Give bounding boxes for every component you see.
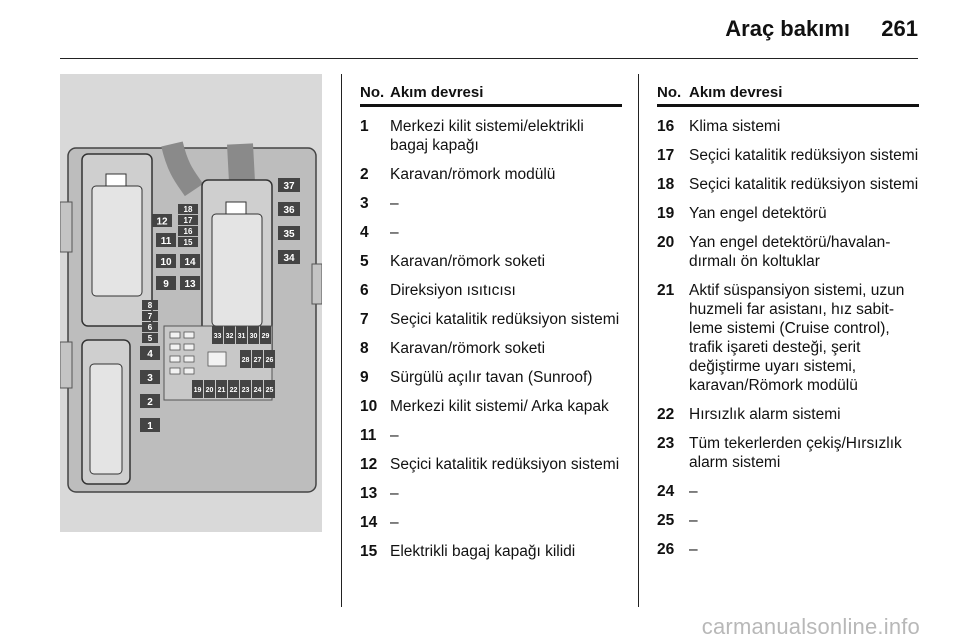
circuit-description: – xyxy=(390,514,399,531)
column-divider xyxy=(341,74,342,607)
table-body xyxy=(657,117,919,559)
table-row xyxy=(360,426,622,445)
fuse-label-30: 30 xyxy=(249,333,258,340)
section-title: Araç bakımı xyxy=(725,16,850,41)
fuse-number: 21 xyxy=(657,282,675,299)
table-row xyxy=(360,513,622,532)
fuse-label-1: 1 xyxy=(147,421,153,432)
fuse-label-25: 25 xyxy=(265,387,274,394)
circuit-description: – xyxy=(689,512,698,529)
fuse-label-24: 24 xyxy=(253,387,262,394)
table-row xyxy=(360,484,622,503)
relay-connector xyxy=(106,174,126,186)
fuse-number: 5 xyxy=(360,253,369,270)
table-row xyxy=(657,405,919,424)
relay-connector xyxy=(226,202,246,214)
fuse-label-7: 7 xyxy=(147,312,153,321)
circuit-description: Merkezi kilit sistemi/ Arka kapak xyxy=(390,398,609,415)
page-number: 261 xyxy=(881,16,918,41)
circuit-description: Direksiyon ısıtıcısı xyxy=(390,282,516,299)
circuit-description: Aktif süspansiyon sistemi, uzun huzmeli far asistanı, hız sabit-leme sistemi (Cruise control), trafik işareti desteği, şerit değiştirme uyarı sistemi, karavan/Römork modülü xyxy=(689,282,905,394)
fuse-label-23: 23 xyxy=(241,387,250,394)
table-row xyxy=(657,233,919,271)
fuse-number: 14 xyxy=(360,514,378,531)
fuse-label-35: 35 xyxy=(283,229,295,240)
fuse-number: 19 xyxy=(657,205,675,222)
fuse-number: 12 xyxy=(360,456,378,473)
fuse-label-5: 5 xyxy=(147,334,153,343)
fuse-number: 6 xyxy=(360,282,369,299)
table-row xyxy=(360,252,622,271)
page-header xyxy=(0,0,960,64)
side-mount xyxy=(60,202,72,252)
fuse-number: 3 xyxy=(360,195,369,212)
fuse-label-20: 20 xyxy=(205,387,214,394)
circuit-description: Seçici katalitik redüksiyon sistemi xyxy=(390,456,620,473)
table-header-rule xyxy=(360,104,622,107)
table-row xyxy=(360,368,622,387)
circuit-description: – xyxy=(689,483,698,500)
circuit-description: Karavan/römork modülü xyxy=(390,166,556,183)
circuit-description: Hırsızlık alarm sistemi xyxy=(689,406,841,423)
column-divider xyxy=(638,74,639,607)
table-row xyxy=(657,146,919,165)
table-row xyxy=(360,223,622,242)
fuse-box-diagram xyxy=(60,74,322,532)
table-header xyxy=(360,80,622,104)
fuse-number: 2 xyxy=(360,166,369,183)
table-row xyxy=(657,482,919,501)
fuse-table-1 xyxy=(360,80,622,571)
watermark: carmanualsonline.info xyxy=(701,614,920,639)
fuse-number: 15 xyxy=(360,543,378,560)
circuit-description: Karavan/römork soketi xyxy=(390,253,546,270)
circuit-description: Tüm tekerlerden çekiş/Hırsızlık alarm sistemi xyxy=(689,435,902,471)
circuit-description: Klima sistemi xyxy=(689,118,781,135)
fuse-label-34: 34 xyxy=(283,253,295,264)
table-body xyxy=(360,117,622,561)
fuse-table-2 xyxy=(657,80,919,569)
fuse-label-3: 3 xyxy=(147,373,153,384)
fuse-label-4: 4 xyxy=(147,349,153,360)
circuit-description: – xyxy=(390,224,399,241)
fuse-label-36: 36 xyxy=(283,205,295,216)
circuit-description: Merkezi kilit sistemi/elektrikli bagaj kapağı xyxy=(390,118,584,154)
cable-bundle xyxy=(240,144,242,182)
fuse-label-13: 13 xyxy=(184,279,196,290)
fuse-label-22: 22 xyxy=(229,387,238,394)
fuse-label-19: 19 xyxy=(193,387,202,394)
fuse-label-16: 16 xyxy=(183,227,193,236)
circuit-description: – xyxy=(390,195,399,212)
relay-right-inner xyxy=(212,214,262,326)
fuse-label-31: 31 xyxy=(237,333,246,340)
fuse-label-33: 33 xyxy=(213,333,222,340)
fuse-number: 18 xyxy=(657,176,675,193)
table-row xyxy=(360,455,622,474)
fuse-label-15: 15 xyxy=(183,238,193,247)
circuit-description: Yan engel detektörü xyxy=(689,205,827,222)
fuse-number: 25 xyxy=(657,512,675,529)
side-mount xyxy=(60,342,72,388)
circuit-description: Seçici katalitik redüksiyon sistemi xyxy=(689,176,919,193)
table-row xyxy=(657,281,919,395)
table-row xyxy=(360,281,622,300)
table-row xyxy=(657,540,919,559)
table-row xyxy=(360,542,622,561)
fuse-label-10: 10 xyxy=(160,257,172,268)
circuit-description: – xyxy=(689,541,698,558)
header-circuit: Akım devresi xyxy=(689,83,783,101)
fuse-number: 4 xyxy=(360,224,369,241)
table-header xyxy=(657,80,919,104)
fuse-number: 8 xyxy=(360,340,369,357)
header-no: No. xyxy=(657,83,682,101)
fuse-label-2: 2 xyxy=(147,397,153,408)
circuit-description: Karavan/römork soketi xyxy=(390,340,546,357)
table-row xyxy=(360,339,622,358)
circuit-description: Seçici katalitik redüksiyon sistemi xyxy=(390,311,620,328)
fuse-label-14: 14 xyxy=(184,257,196,268)
circuit-description: Seçici katalitik redüksiyon sistemi xyxy=(689,147,919,164)
fuse-label-37: 37 xyxy=(283,181,295,192)
header-rule xyxy=(60,58,918,59)
fuse-number: 11 xyxy=(360,427,377,444)
circuit-description: Yan engel detektörü/havalan-dırmalı ön koltuklar xyxy=(689,234,891,270)
fuse-label-29: 29 xyxy=(261,333,270,340)
fuse-label-18: 18 xyxy=(183,205,193,214)
fuse-number: 9 xyxy=(360,369,369,386)
table-row xyxy=(360,117,622,155)
fuse-label-32: 32 xyxy=(225,333,234,340)
table-row xyxy=(360,310,622,329)
table-header-rule xyxy=(657,104,919,107)
side-mount xyxy=(312,264,322,304)
fuse-label-27: 27 xyxy=(253,357,262,364)
circuit-description: Sürgülü açılır tavan (Sunroof) xyxy=(390,369,593,386)
fuse-label-21: 21 xyxy=(217,387,226,394)
fuse-number: 22 xyxy=(657,406,675,423)
fuse-label-28: 28 xyxy=(241,357,250,364)
table-row xyxy=(657,117,919,136)
table-row xyxy=(360,194,622,213)
table-row xyxy=(657,511,919,530)
fuse-number: 13 xyxy=(360,485,378,502)
fuse-box-drawing xyxy=(60,74,322,532)
header-circuit: Akım devresi xyxy=(390,83,484,101)
fuse-number: 17 xyxy=(657,147,675,164)
circuit-description: – xyxy=(390,427,399,444)
circuit-description: – xyxy=(390,485,399,502)
fuse-label-11: 11 xyxy=(160,236,172,247)
fuse-number: 7 xyxy=(360,311,369,328)
table-row xyxy=(360,397,622,416)
fuse-number: 24 xyxy=(657,483,675,500)
fuse-label-26: 26 xyxy=(265,357,274,364)
circuit-description: Elektrikli bagaj kapağı kilidi xyxy=(390,543,576,560)
fuse-label-12: 12 xyxy=(156,216,168,228)
fuse-number: 23 xyxy=(657,435,675,452)
relay-bottom-left-inner xyxy=(90,364,122,474)
table-row xyxy=(657,434,919,472)
fuse-number: 26 xyxy=(657,541,675,558)
table-row xyxy=(657,204,919,223)
fuse-label-8: 8 xyxy=(147,301,153,310)
fuse-label-9: 9 xyxy=(163,279,169,290)
relay-left-inner xyxy=(92,186,142,296)
fuse-number: 10 xyxy=(360,398,378,415)
header-no: No. xyxy=(360,83,385,101)
fuse-number: 1 xyxy=(360,118,369,135)
table-row xyxy=(360,165,622,184)
fuse-label-6: 6 xyxy=(147,323,153,332)
table-row xyxy=(657,175,919,194)
fuse-number: 20 xyxy=(657,234,675,251)
fuse-number: 16 xyxy=(657,118,675,135)
fuse-label-17: 17 xyxy=(183,216,193,225)
